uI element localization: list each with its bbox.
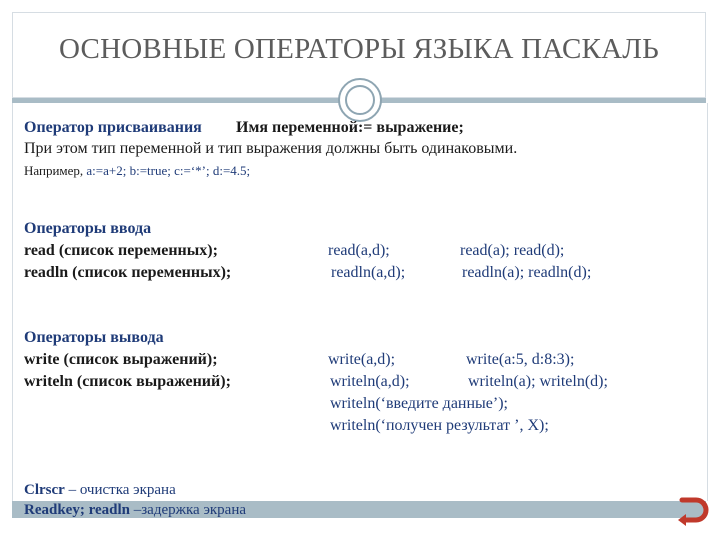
example-code: a:=a+2; b:=true; c:=‘*’; d:=4.5; — [86, 163, 251, 178]
output-example-writeln-separate: writeln(a); writeln(d); — [468, 373, 608, 390]
readkey-command: Readkey; readln — [24, 502, 130, 518]
output-example-write-format: write(a:5, d:8:3); — [466, 351, 575, 368]
input-line-readln: readln (список переменных); — [24, 264, 232, 281]
output-line-write: write (список выражений); — [24, 351, 218, 368]
input-example-read-separate: read(a); read(d); — [460, 242, 565, 259]
clrscr-line — [24, 483, 176, 498]
clrscr-description: – очистка экрана — [64, 482, 176, 498]
input-example-read: read(a,d); — [328, 242, 390, 259]
example-label — [24, 164, 250, 177]
readkey-description: –задержка экрана — [129, 502, 247, 518]
example-label-text: Например, — [24, 163, 84, 178]
assignment-syntax: Имя переменной:= выражение; — [236, 119, 464, 136]
output-header: Операторы вывода — [24, 329, 164, 346]
input-example-readln-separate: readln(a); readln(d); — [462, 264, 592, 281]
output-example-writeln: writeln(a,d); — [330, 373, 410, 390]
input-example-readln: readln(a,d); — [331, 264, 406, 281]
output-line-writeln: writeln (список выражений); — [24, 373, 231, 390]
output-example-writeln-result: writeln(‘получен результат ’, X); — [330, 417, 549, 434]
assignment-header: Оператор присваивания — [24, 119, 202, 136]
input-header: Операторы ввода — [24, 220, 152, 237]
input-line-read: read (список переменных); — [24, 242, 218, 259]
return-arrow-icon[interactable] — [674, 494, 710, 528]
output-example-write: write(a,d); — [328, 351, 396, 368]
output-example-writeln-prompt: writeln(‘введите данные’); — [330, 395, 508, 412]
readkey-line — [24, 503, 246, 518]
clrscr-command: Clrscr — [24, 482, 65, 498]
page-title: ОСНОВНЫЕ ОПЕРАТОРЫ ЯЗЫКА ПАСКАЛЬ — [59, 33, 659, 65]
assignment-rule: При этом тип переменной и тип выражения должны быть одинаковыми. — [24, 140, 518, 157]
